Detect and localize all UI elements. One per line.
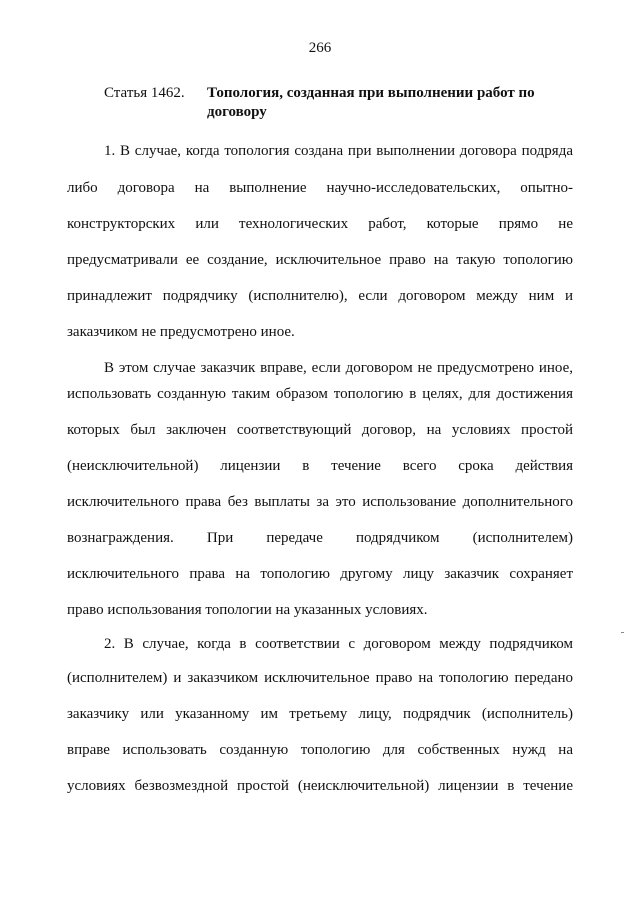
text-line: условиях безвозмездной простой (неисключительной) лицензии в течение	[67, 778, 573, 794]
margin-mark	[621, 632, 624, 633]
text-line: (неисключительной) лицензии в течение всего срока действия	[67, 458, 573, 474]
text-line: 1. В случае, когда топология создана при выполнении договора подряда	[104, 143, 573, 159]
text-line: 2. В случае, когда в соответствии с договором между подрядчиком	[104, 636, 573, 652]
article-title: Топология, созданная при выполнении работ по договору	[207, 85, 535, 120]
text-line: исключительного права на топологию другому лицу заказчик сохраняет	[67, 566, 573, 582]
text-line: использовать созданную таким образом топологию в целях, для достижения	[67, 386, 573, 402]
article-label: Статья 1462.	[104, 85, 185, 101]
text-line: заказчику или указанному им третьему лицу, подрядчик (исполнитель)	[67, 706, 573, 722]
text-line: В этом случае заказчик вправе, если договором не предусмотрено иное,	[104, 360, 573, 376]
text-line: либо договора на выполнение научно-исследовательских, опытно-	[67, 180, 573, 196]
text-line: принадлежит подрядчику (исполнителю), если договором между ним и	[67, 288, 573, 304]
page-number: 266	[308, 40, 332, 56]
text-line: право использования топологии на указанных условиях.	[67, 602, 428, 618]
text-line: вознаграждения. При передаче подрядчиком (исполнителем)	[67, 530, 573, 546]
text-line: которых был заключен соответствующий договор, на условиях простой	[67, 422, 573, 438]
text-line: предусматривали ее создание, исключительное право на такую топологию	[67, 252, 573, 268]
text-line: исключительного права без выплаты за это использование дополнительного	[67, 494, 573, 510]
text-line: (исполнителем) и заказчиком исключительное право на топологию передано	[67, 670, 573, 686]
text-line: вправе использовать созданную топологию для собственных нужд на	[67, 742, 573, 758]
text-line: заказчиком не предусмотрено иное.	[67, 324, 295, 340]
text-line: конструкторских или технологических работ, которые прямо не	[67, 216, 573, 232]
